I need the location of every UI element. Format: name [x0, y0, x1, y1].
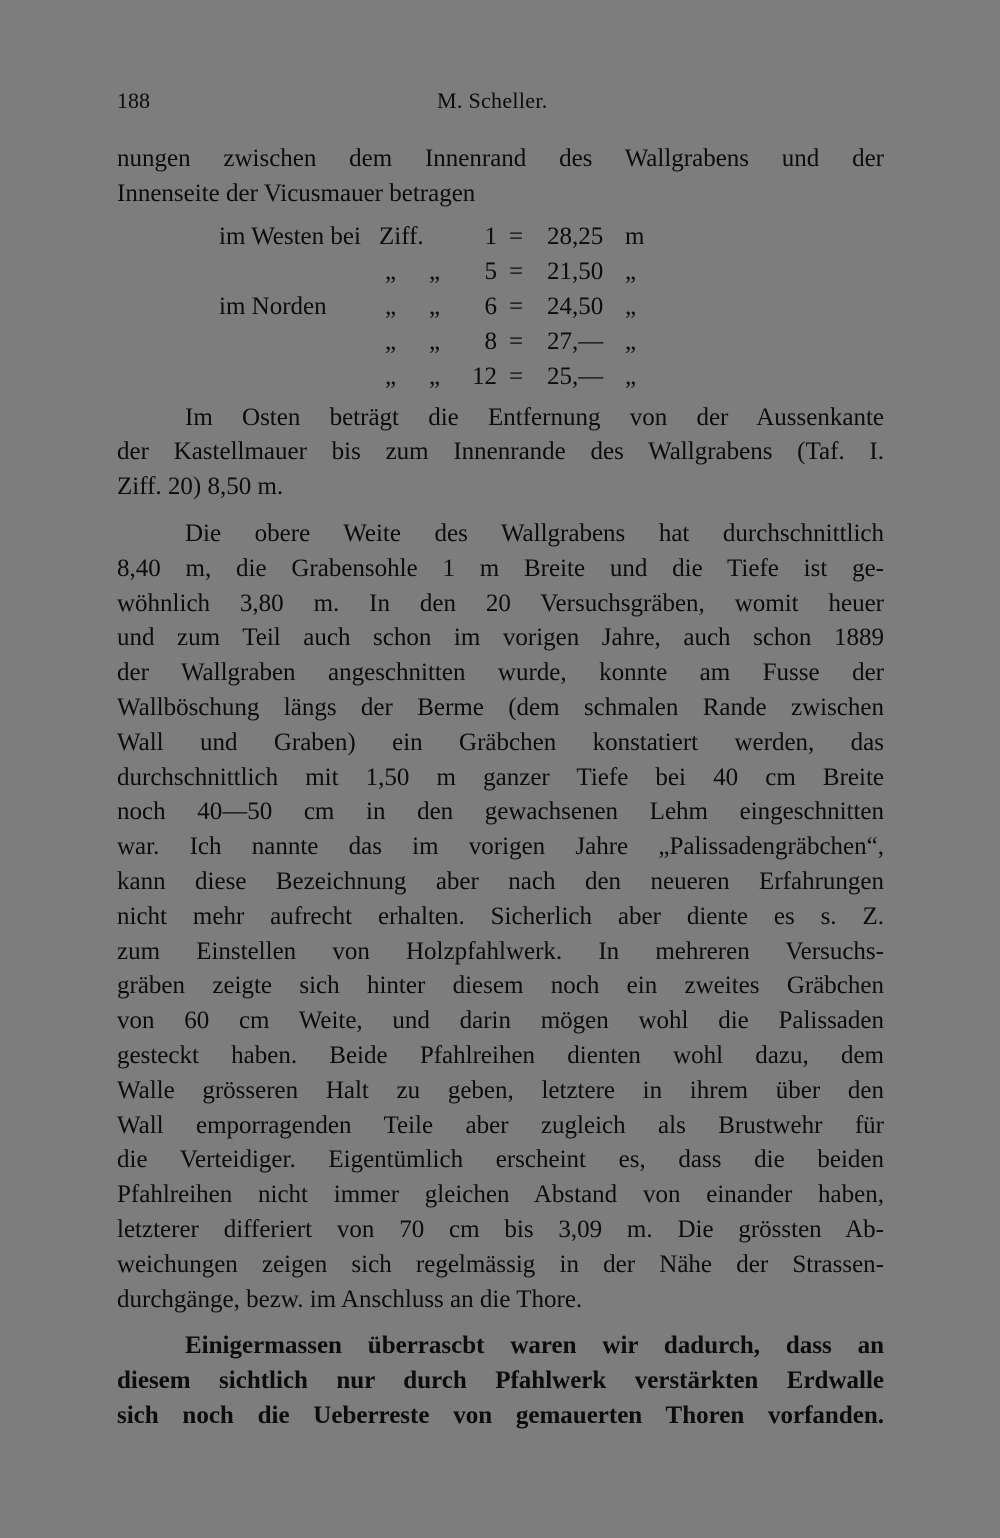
text-line: gräben zeigte sich hinter diesem noch ein zweites Gräbchen — [117, 972, 884, 1000]
text-line: noch 40—50 cm in den gewachsenen Lehm eingeschnitten — [117, 798, 884, 826]
table-row — [117, 325, 884, 359]
text-line: Innenseite der Vicusmauer betragen — [117, 179, 476, 207]
ref-number: 6 — [484, 292, 497, 320]
distance-value: 28,25 — [547, 222, 604, 250]
text-line: gesteckt haben. Beide Pfahlreihen dienten wohl dazu, dem — [117, 1041, 884, 1069]
text-line: nicht mehr aufrecht erhalten. Sicherlich aber diente es s. Z. — [117, 902, 884, 930]
text-line: Pfahlreihen nicht immer gleichen Abstand von einander haben, — [117, 1181, 884, 1209]
running-head: M. Scheller. — [437, 88, 548, 113]
ref-number: 8 — [484, 327, 497, 355]
text-line: diesem sichtlich nur durch Pfahlwerk verstärkten Erdwalle — [117, 1367, 884, 1395]
paragraph-osten — [117, 401, 884, 505]
paragraph-thore — [117, 1329, 884, 1433]
text-line: war. Ich nannte das im vorigen Jahre „Palissadengräbchen“, — [117, 833, 884, 861]
distance-value: 27,— — [547, 327, 604, 355]
ditto-mark: „ — [625, 327, 637, 355]
page-body — [117, 142, 884, 1434]
text-line: Im Osten beträgt die Entfernung von der Aussenkante — [185, 403, 884, 431]
ditto-mark: „ — [625, 362, 637, 390]
distance-value: 25,— — [547, 362, 604, 390]
ditto-mark: „ — [385, 257, 397, 285]
distance-value: 21,50 — [547, 257, 604, 285]
paragraph-gap — [117, 505, 884, 517]
text-line: sich noch die Ueberreste von gemauerten Thoren vorfanden. — [117, 1401, 884, 1429]
text-line: Ziff. 20) 8,50 m. — [117, 473, 284, 501]
paragraph-wallgraben — [117, 517, 884, 1317]
text-line: durchschnittlich mit 1,50 m ganzer Tiefe bei 40 cm Breite — [117, 763, 884, 791]
equals-sign: = — [509, 327, 524, 355]
text-line: der Kastellmauer bis zum Innenrande des Wallgrabens (Taf. I. — [117, 438, 884, 466]
equals-sign: = — [509, 292, 524, 320]
text-line: Die obere Weite des Wallgrabens hat durchschnittlich — [185, 519, 884, 547]
table-row — [117, 255, 884, 289]
text-line: weichungen zeigen sich regelmässig in der Nähe der Strassen- — [117, 1250, 884, 1278]
distance-value: 24,50 — [547, 292, 604, 320]
text-line: Einigermassen überrascbt waren wir dadurch, dass an — [185, 1332, 884, 1360]
table-row — [117, 290, 884, 324]
text-line: Wall emporragenden Teile aber zugleich als Brustwehr für — [117, 1111, 884, 1139]
text-line: Walle grösseren Halt zu geben, letztere in ihrem über den — [117, 1076, 884, 1104]
ditto-mark: „ — [429, 362, 441, 390]
ref-label: Ziff. — [379, 222, 424, 250]
text-line: der Wallgraben angeschnitten wurde, konnte am Fusse der — [117, 659, 884, 687]
ditto-mark: „ — [429, 327, 441, 355]
row-label: im Norden — [219, 292, 327, 320]
equals-sign: = — [509, 362, 524, 390]
equals-sign: = — [509, 257, 524, 285]
text-line: 8,40 m, die Grabensohle 1 m Breite und die Tiefe ist ge- — [117, 554, 884, 582]
paragraph-gap — [117, 1317, 884, 1329]
ref-number: 12 — [472, 362, 497, 390]
text-line: letzterer differiert von 70 cm bis 3,09 m. Die grössten Ab- — [117, 1215, 884, 1243]
text-line: kann diese Bezeichnung aber nach den neueren Erfahrungen — [117, 867, 884, 895]
ditto-mark: „ — [385, 362, 397, 390]
text-line: zum Einstellen von Holzpfahlwerk. In mehreren Versuchs- — [117, 937, 884, 965]
row-label: im Westen bei — [219, 222, 361, 250]
ditto-mark: „ — [385, 292, 397, 320]
equals-sign: = — [509, 222, 524, 250]
ditto-mark: „ — [625, 292, 637, 320]
text-line: durchgänge, bezw. im Anschluss an die Thore. — [117, 1285, 583, 1313]
distance-table — [117, 216, 884, 392]
ditto-mark: „ — [429, 292, 441, 320]
table-row — [117, 220, 884, 254]
text-line: wöhnlich 3,80 m. In den 20 Versuchsgräben, womit heuer — [117, 589, 884, 617]
ditto-mark: „ — [429, 257, 441, 285]
page-number: 188 — [117, 88, 150, 113]
table-row — [117, 360, 884, 394]
text-line: und zum Teil auch schon im vorigen Jahre, auch schon 1889 — [117, 624, 884, 652]
ditto-mark: „ — [385, 327, 397, 355]
intro-text — [117, 142, 884, 212]
ditto-mark: „ — [625, 257, 637, 285]
text-line: Wallböschung längs der Berme (dem schmalen Rande zwischen — [117, 693, 884, 721]
text-line: die Verteidiger. Eigentümlich erscheint es, dass die beiden — [117, 1146, 884, 1174]
text-line: von 60 cm Weite, und darin mögen wohl die Palissaden — [117, 1007, 884, 1035]
text-line: nungen zwischen dem Innenrand des Wallgrabens und der — [117, 145, 884, 172]
ref-number: 1 — [484, 222, 497, 250]
text-line: Wall und Graben) ein Gräbchen konstatiert werden, das — [117, 728, 884, 756]
page-header — [117, 86, 884, 116]
ref-number: 5 — [484, 257, 497, 285]
unit: m — [625, 222, 645, 250]
